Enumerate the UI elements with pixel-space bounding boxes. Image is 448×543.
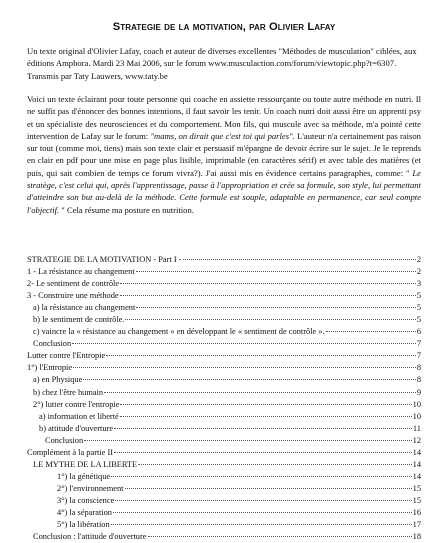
toc-entry-page: 14 [412,459,421,469]
toc-entry-page: 10 [412,411,421,421]
toc-dot-leader [120,403,411,405]
toc-entry-label: a) en Physique [33,375,83,385]
toc-entry[interactable] [27,411,421,423]
toc-entry-label: Conclusion : l'attitude d'ouverture [33,532,147,542]
toc-entry-label: a) information et liberté [39,411,119,421]
toc-dot-leader [183,258,416,260]
toc-dot-leader [148,535,412,537]
body-quote-2: Le stratège, c'est celui qui, après l'apprentissage, passe à l'appropriation et crée sa formule, son style, lui permettant d'atteindre son but au-delà de la méthode. Cette formule est souple, adaptable en permanence, car seul compte l'objectif. [27,167,421,215]
toc-entry[interactable] [27,290,421,302]
toc-entry[interactable] [27,459,421,471]
toc-entry-label: 1°) l'Entropie [27,363,73,373]
toc-entry-label: 4°) la séparation [57,507,112,517]
toc-entry[interactable] [27,338,421,350]
body-text-part-3: " Cela résume ma posture en nutrition. [59,204,194,215]
toc-entry-page: 17 [412,520,421,530]
toc-entry-label: STRATEGIE DE LA MOTIVATION - Part I - [27,255,182,264]
toc-dot-leader [114,451,412,453]
toc-dot-leader [83,378,416,380]
toc-entry[interactable] [27,483,421,495]
toc-entry-label: b) chez l'être humain [33,387,104,397]
toc-entry-page: 16 [412,507,421,517]
toc-entry-page: 8 [416,363,421,373]
toc-dot-leader [113,511,412,513]
toc-entry-page: 14 [412,447,421,457]
toc-dot-leader [106,354,416,356]
toc-entry-label: b) le sentiment de contrôle. [33,315,125,325]
toc-entry-label: c) vaincre la « résistance au changement » en développant le « sentiment de contrôle ». [33,327,325,337]
toc-entry[interactable] [27,266,421,278]
toc-entry[interactable] [27,278,421,290]
toc-entry-label: Complément à la partie II [27,447,114,457]
toc-entry-page: 9 [416,387,421,397]
toc-entry-label: Lutter contre l'Entropie [27,351,106,361]
toc-entry-page: 18 [412,532,421,542]
toc-dot-leader [125,487,412,489]
toc-entry-page: 5 [416,315,421,325]
toc-entry[interactable] [27,254,421,266]
toc-dot-leader [120,294,416,296]
toc-dot-leader [138,463,411,465]
toc-entry-label: 3 - Construire une méthode [27,291,119,301]
toc-entry-label: LE MYTHE DE LA LIBERTE [33,459,138,469]
toc-entry[interactable] [27,362,421,374]
toc-entry[interactable] [27,423,421,435]
document-title: Strategie de la motivation, par Olivier Lafay [112,21,336,33]
toc-entry-label: a) la résistance au changement [33,303,136,313]
toc-entry[interactable] [27,387,421,399]
toc-dot-leader [84,439,411,441]
intro-paragraph: Un texte original d'Olivier Lafay, coach et auteur de diverses excellentes "Méthodes de musculation" ciblées, aux éditions Amphora. Mardi 23 Mai 2006, sur le forum www.musculaction.com/forum/viewtopic.php?t=6307. Transmis par Taty Lauwers, www.taty.be [27,46,417,81]
toc-entry-label: 1 - La résistance au changement [27,267,135,277]
toc-dot-leader [326,330,416,332]
toc-dot-leader [73,366,416,368]
toc-dot-leader [115,499,411,501]
toc-entry-label: b) attitude d'ouverture [39,423,114,433]
toc-entry[interactable] [27,519,421,531]
toc-entry[interactable] [27,302,421,314]
toc-dot-leader [136,306,416,308]
table-of-contents [27,254,421,543]
body-text-part-2: . L'auteur n'a certainement pas raison sur tout (comme moi, tiens) mais son texte clair et persuasif m'épargne de devoir écrire sur le sujet. Je le reprends en clair en pdf pour une mise en page plus lisible, imprimable (en caractères sérif) et avec table des matières (et puis, qui sait combien de temps ce forum vivra?). J'ai aussi mis en évidence certains paragraphes, comme: " [27,130,421,178]
toc-entry-page: 2 [416,267,421,277]
toc-entry-label: Conclusion [33,339,72,349]
toc-dot-leader [111,475,412,477]
toc-entry-page: 7 [416,351,421,361]
body-text-part-1: Voici un texte éclairant pour toute personne qui coache en assiette ressourçante ou toute autre méthode en nutri. Il ne suffit pas d'énoncer des bonnes intentions, il faut savoir les tenir. Un coach nutri doit aussi être un apprenti psy et un spécialiste des neurosciences et du comportement. Mon fils, qui muscule avec sa méthode, m'a pointé cette intervention de Lafay sur le forum: [27,94,421,141]
toc-dot-leader [136,270,416,272]
toc-entry[interactable] [27,350,421,362]
toc-dot-leader [114,427,412,429]
toc-entry[interactable] [27,374,421,386]
toc-entry-label: 2°) l'environnement [57,483,124,493]
toc-entry-label: 3°) la conscience [57,495,115,505]
toc-entry-page: 12 [412,435,421,445]
toc-entry-page: 8 [416,375,421,385]
toc-entry-label: Conclusion [45,435,84,445]
toc-entry[interactable] [27,399,421,411]
toc-dot-leader [111,523,412,525]
toc-dot-leader [120,282,416,284]
toc-entry-page: 10 [412,399,421,409]
toc-entry-page: 2 [416,255,421,264]
toc-entry-page: 15 [412,483,421,493]
toc-entry[interactable] [27,314,421,326]
body-paragraph [27,93,421,216]
toc-entry[interactable] [27,507,421,519]
body-quote-1: "mams, on dirait que c'est toi qui parles" [150,130,293,141]
toc-dot-leader [125,318,415,320]
toc-entry-page: 3 [416,279,421,289]
toc-entry-page: 6 [416,327,421,337]
toc-entry-label: 1°) la génétique [57,471,111,481]
toc-dot-leader [72,342,416,344]
toc-entry-page: 5 [416,291,421,301]
toc-entry-page: 11 [412,423,421,433]
toc-entry-page: 5 [416,303,421,313]
toc-dot-leader [120,415,412,417]
toc-entry[interactable] [27,326,421,338]
toc-entry-page: 14 [412,471,421,481]
toc-entry-page: 7 [416,339,421,349]
toc-dot-leader [104,391,416,393]
toc-entry-page: 15 [412,495,421,505]
toc-entry[interactable] [27,531,421,543]
toc-entry[interactable] [27,435,421,447]
toc-entry[interactable] [27,471,421,483]
toc-entry-label: 2- Le sentiment de contrôle [27,279,120,289]
toc-entry[interactable] [27,447,421,459]
toc-entry[interactable] [27,495,421,507]
toc-entry-label: 2°) lutter contre l'entropie [33,399,120,409]
toc-entry-label: 5°) la libération [57,520,110,530]
